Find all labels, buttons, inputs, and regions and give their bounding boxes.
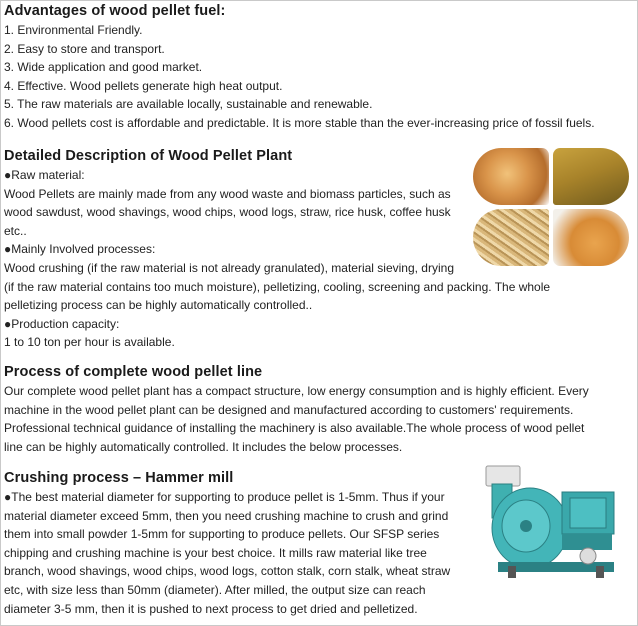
hammer-mill-image xyxy=(478,462,628,580)
process-heading: Process of complete wood pellet line xyxy=(4,364,263,380)
description-line: wood sawdust, wood shavings, wood chips, wood logs, straw, rice husk, coffee husk xyxy=(4,205,451,220)
description-line: (if the raw material contains too much moisture), pelletizing, cooling, screening and packing. The whole xyxy=(4,279,551,294)
crushing-heading: Crushing process – Hammer mill xyxy=(4,470,234,486)
description-line: ●Mainly Involved processes: xyxy=(4,242,156,257)
crushing-line: material diameter exceed 5mm, then you need crushing machine to crush and grind xyxy=(4,508,449,523)
description-line: ●Production capacity: xyxy=(4,316,120,331)
description-line: Wood Pellets are mainly made from any wood waste and biomass particles, such as xyxy=(4,186,451,201)
crushing-line: diameter 3-5 mm, then it is pushed to next process to get dried and pelletized. xyxy=(4,601,418,616)
advantage-item: 3. Wide application and good market. xyxy=(4,60,203,75)
crushing-line: branch, wood shavings, wood chips, wood logs, cotton stalk, corn stalk, wheat straw xyxy=(4,564,451,579)
description-line: 1 to 10 ton per hour is available. xyxy=(4,335,175,350)
crushing-line: etc, with size less than 50mm (diameter). After milled, the output size can reach xyxy=(4,582,426,597)
sawdust-photo xyxy=(553,209,629,266)
description-line: pelletizing process can be highly automatically controlled.. xyxy=(4,298,313,313)
advantages-section xyxy=(4,2,595,133)
description-heading: Detailed Description of Wood Pellet Plant xyxy=(4,148,293,164)
advantage-item: 6. Wood pellets cost is affordable and predictable. It is more stable than the ever-increasing price of fossil fuels. xyxy=(4,115,595,130)
advantage-item: 4. Effective. Wood pellets generate high heat output. xyxy=(4,78,283,93)
wood-shavings-photo xyxy=(473,209,549,266)
advantages-heading: Advantages of wood pellet fuel: xyxy=(4,3,226,19)
crushing-section xyxy=(4,469,450,618)
crushing-line: ●The best material diameter for supporting to produce pellet is 1-5mm. Thus if your xyxy=(4,490,445,504)
advantage-item: 5. The raw materials are available locally, sustainable and renewable. xyxy=(4,97,373,112)
crushing-line: chipping and crushing machine is your best choice. It mills raw material like tree xyxy=(4,545,427,560)
straw-bale-photo xyxy=(553,148,629,205)
process-line: Professional technical guidance of installing the machinery is also available.The whole process of wood pellet xyxy=(4,421,585,436)
advantage-item: 1. Environmental Friendly. xyxy=(4,23,143,37)
process-line: machine in the wood pellet plant can be designed and manufactured according to customers' requirements. xyxy=(4,402,574,417)
process-line: Our complete wood pellet plant has a compact structure, low energy consumption and is highly efficient. Every xyxy=(4,384,589,398)
raw-material-photos xyxy=(473,148,629,266)
description-section xyxy=(4,147,550,352)
advantage-item: 2. Easy to store and transport. xyxy=(4,41,165,56)
wood-chips-photo xyxy=(473,148,549,205)
description-line: etc.. xyxy=(4,223,27,238)
crushing-line: them into small powder 1-5mm for supporting to produce pellets. Our SFSP series xyxy=(4,527,440,542)
description-line: ●Raw material: xyxy=(4,168,85,182)
process-line: line can be highly automatically controlled. It includes the below processes. xyxy=(4,439,403,454)
description-line: Wood crushing (if the raw material is not already granulated), material sieving, drying xyxy=(4,260,454,275)
process-section xyxy=(4,363,589,456)
